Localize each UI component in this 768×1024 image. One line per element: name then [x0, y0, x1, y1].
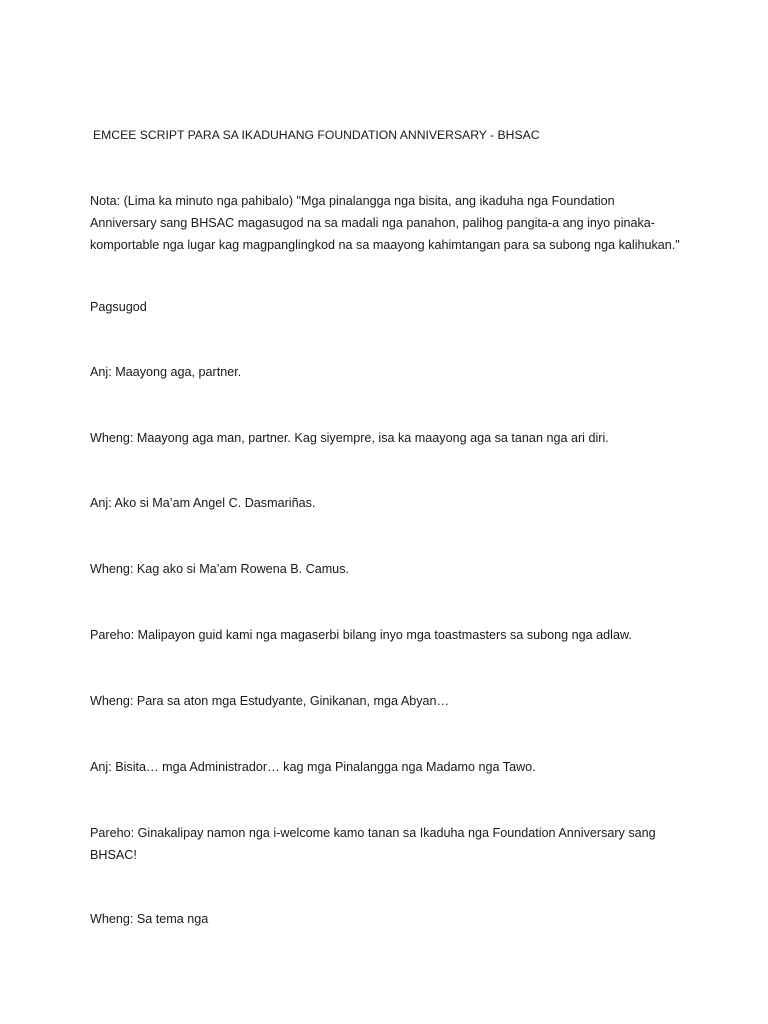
section-heading: Pagsugod	[90, 300, 147, 314]
last-line: Wheng: Sa tema nga	[90, 912, 209, 926]
script-line: Pareho: Malipayon guid kami nga magaserbi bilang inyo mga toastmasters sa subong nga adlaw.	[90, 628, 632, 642]
closing-line-1: Pareho: Ginakalipay namon nga i-welcome kamo tanan sa Ikaduha nga Foundation Anniversary sang	[90, 826, 656, 840]
note-line-2: Anniversary sang BHSAC magasugod na sa madali nga panahon, palihog pangita-a ang inyo pinaka-	[90, 216, 655, 230]
document-title: EMCEE SCRIPT PARA SA IKADUHANG FOUNDATION ANNIVERSARY - BHSAC	[93, 128, 540, 142]
script-line: Wheng: Kag ako si Ma’am Rowena B. Camus.	[90, 562, 349, 576]
script-line: Anj: Ako si Ma’am Angel C. Dasmariñas.	[90, 496, 316, 510]
note-line-1: Nota: (Lima ka minuto nga pahibalo) "Mga pinalangga nga bisita, ang ikaduha nga Foundation	[90, 194, 615, 208]
script-line: Anj: Bisita… mga Administrador… kag mga Pinalangga nga Madamo nga Tawo.	[90, 760, 536, 774]
script-line: Wheng: Para sa aton mga Estudyante, Ginikanan, mga Abyan…	[90, 694, 450, 708]
closing-line-2: BHSAC!	[90, 848, 137, 862]
script-line: Anj: Maayong aga, partner.	[90, 365, 242, 379]
script-line: Wheng: Maayong aga man, partner. Kag siyempre, isa ka maayong aga sa tanan nga ari diri.	[90, 431, 609, 445]
note-line-3: komportable nga lugar kag magpanglingkod na sa maayong kahimtangan para sa subong nga kalihukan."	[90, 238, 680, 252]
